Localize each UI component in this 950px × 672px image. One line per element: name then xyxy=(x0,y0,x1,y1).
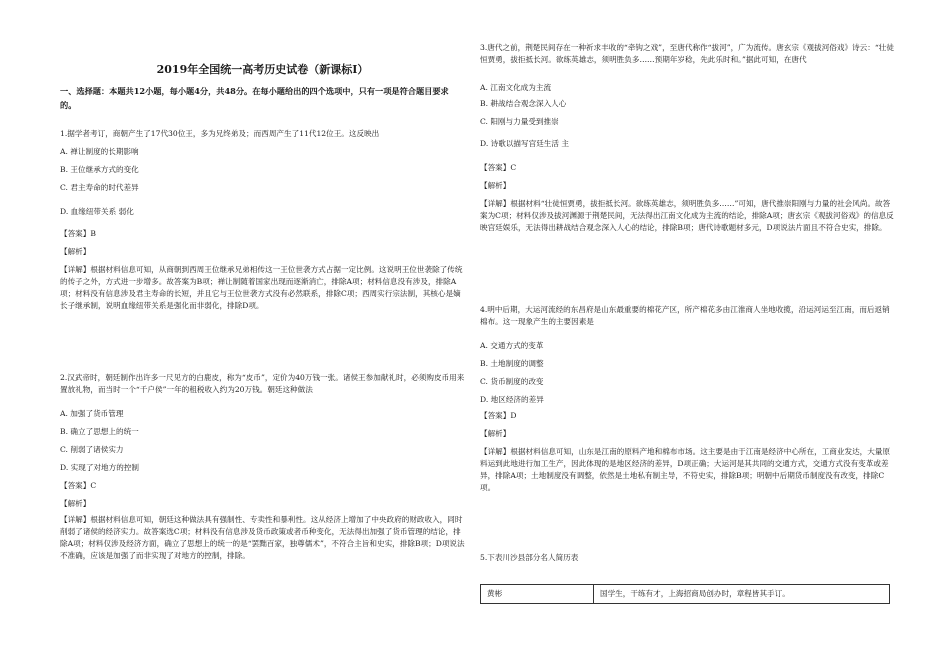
q4-answer: 【答案】D xyxy=(480,411,517,420)
q3-option-b: B. 耕战结合观念深入人心 xyxy=(480,99,567,108)
q3-answer: 【答案】C xyxy=(480,163,517,172)
exam-title: 2019年全国统一高考历史试卷（新课标Ⅰ） xyxy=(156,63,369,76)
q4-detail: 【详解】根据材料信息可知，山东是江南的原料产地和棉布市场。这主要是由于江南是经济中心所在，工商业发达，大量原料运到此地进行加工生产，因此体现的是地区经济的差异，D项正确；大运河是其共同的交通方式，交通方式没有变革或差异，排除A项；土地制度没有调整，依然是土地私有制主导，不符史实，排除B项；明朝中后期货币制度没有改变，排除C项。 xyxy=(480,447,891,492)
q2-analysis-label: 【解析】 xyxy=(60,499,91,508)
q3-analysis-label: 【解析】 xyxy=(480,181,511,190)
table-row xyxy=(481,585,890,604)
q4-option-c: C. 货币制度的改变 xyxy=(480,377,544,386)
q5-stem: 5.下表川沙县部分名人简历表 xyxy=(480,553,579,562)
q2-option-c: C. 削弱了诸侯实力 xyxy=(60,445,124,454)
q1-stem: 1.据学者考订，商朝产生了17代30位王，多为兄终弟及；而西周产生了11代12位王。这反映出 xyxy=(60,129,380,138)
q2-option-d: D. 实现了对地方的控制 xyxy=(60,463,139,472)
section-header: 一、选择题：本题共12小题，每小题4分，共48分。在每小题给出的四个选项中，只有一项是符合题目要求的。 xyxy=(60,86,449,110)
q1-detail: 【详解】根据材料信息可知，从商朝到西周王位继承兄弟相传这一王位世袭方式占据一定比例。这说明王位世袭除了传统的传子之外，方式进一步增多。故答案为B项；禅让制随着国家出现而逐渐消亡，排除A项；材料信息没有涉及，排除A项；材料没有信息涉及君主寿命的长短，并且它与王位世袭方式没有必然联系，排除C项；西周实行宗法制，其核心是嫡长子继承制，说明血缘纽带关系是强化而非弱化，排除D项。 xyxy=(60,265,463,310)
q3-detail: 【详解】根据材料“壮徒恒贾勇，拔拒抵长河。欲练英雄志，须明胜负多……”可知，唐代推崇阳刚与力量的社会风尚。故答案为C项；材料仅涉及拔河渊源于荆楚民间，无法得出江南文化成为主流的结论，排除A项；唐玄宗《观拔河俗戏》的信息反映宫廷娱乐，无法得出耕战结合观念深入人心的结论，排除B项；唐代诗歌题材多元，D项说法片面且不符合史实，排除。 xyxy=(480,199,894,232)
q2-detail: 【详解】根据材料信息可知，朝廷这种做法具有强制性、专卖性和暴利性。这从经济上增加了中央政府的财政收入，同时削弱了诸侯的经济实力。故答案选C项；材料没有信息涉及货币政策或者币种变化，无法得出加强了货币管理的结论，排除A项；材料仅涉及经济方面，确立了思想上的统一的是“罢黜百家，独尊儒术”，不符合主旨和史实，排除B项；D项说法不准确，应该是加强了而非实现了对地方的控制，排除。 xyxy=(60,515,465,560)
table-cell-name: 黄彬 xyxy=(481,585,594,604)
q2-option-a: A. 加强了货币管理 xyxy=(60,409,124,418)
q4-option-a: A. 交通方式的变革 xyxy=(480,341,544,350)
q1-analysis-label: 【解析】 xyxy=(60,247,91,256)
q1-option-b: B. 王位继承方式的变化 xyxy=(60,165,139,174)
q3-option-c: C. 阳刚与力量受到推崇 xyxy=(480,117,559,126)
q5-table xyxy=(480,584,890,604)
q4-option-d: D. 地区经济的差异 xyxy=(480,395,544,404)
q2-answer: 【答案】C xyxy=(60,481,97,490)
q1-option-a: A. 禅让制度的长期影响 xyxy=(60,147,139,156)
q2-option-b: B. 确立了思想上的统一 xyxy=(60,427,139,436)
q4-analysis-label: 【解析】 xyxy=(480,429,511,438)
q1-option-d: D. 血缘纽带关系 弱化 xyxy=(60,207,134,216)
table-cell-bio: 国学生，干练有才，上海招商局创办时，章程皆其手订。 xyxy=(594,585,890,604)
q4-option-b: B. 土地制度的调整 xyxy=(480,359,544,368)
q1-answer: 【答案】B xyxy=(60,229,96,238)
q3-option-a: A. 江南文化成为主流 xyxy=(480,83,552,92)
q1-option-c: C. 君主寿命的时代差异 xyxy=(60,183,139,192)
q4-stem: 4.明中后期，大运河流经的东昌府是山东最重要的棉花产区，所产棉花多由江淮商人坐地收揽，沿运河运至江南，而后返销棉布。这一现象产生的主要因素是 xyxy=(480,305,890,326)
q3-stem: 3.唐代之前，荆楚民间存在一种祈求丰收的“牵钩之戏”，至唐代称作“拔河”，广为流传。唐玄宗《观拔河俗戏》诗云：“壮徒恒贾勇，拔拒抵长河。欲练英雄志，须明胜负多……预期年岁稔，先此乐时和。”据此可知，在唐代 xyxy=(480,43,894,64)
q3-option-d: D. 诗歌以描写宫廷生活 主 xyxy=(480,139,569,148)
q2-stem: 2.汉武帝时，朝廷制作出许多一尺见方的白鹿皮，称为“皮币”，定价为40万钱一张。诸侯王参加献礼时，必须购皮币用来置放礼物，而当时一个“千户侯”一年的租税收入约为20万钱。朝廷这种做法 xyxy=(60,373,465,394)
